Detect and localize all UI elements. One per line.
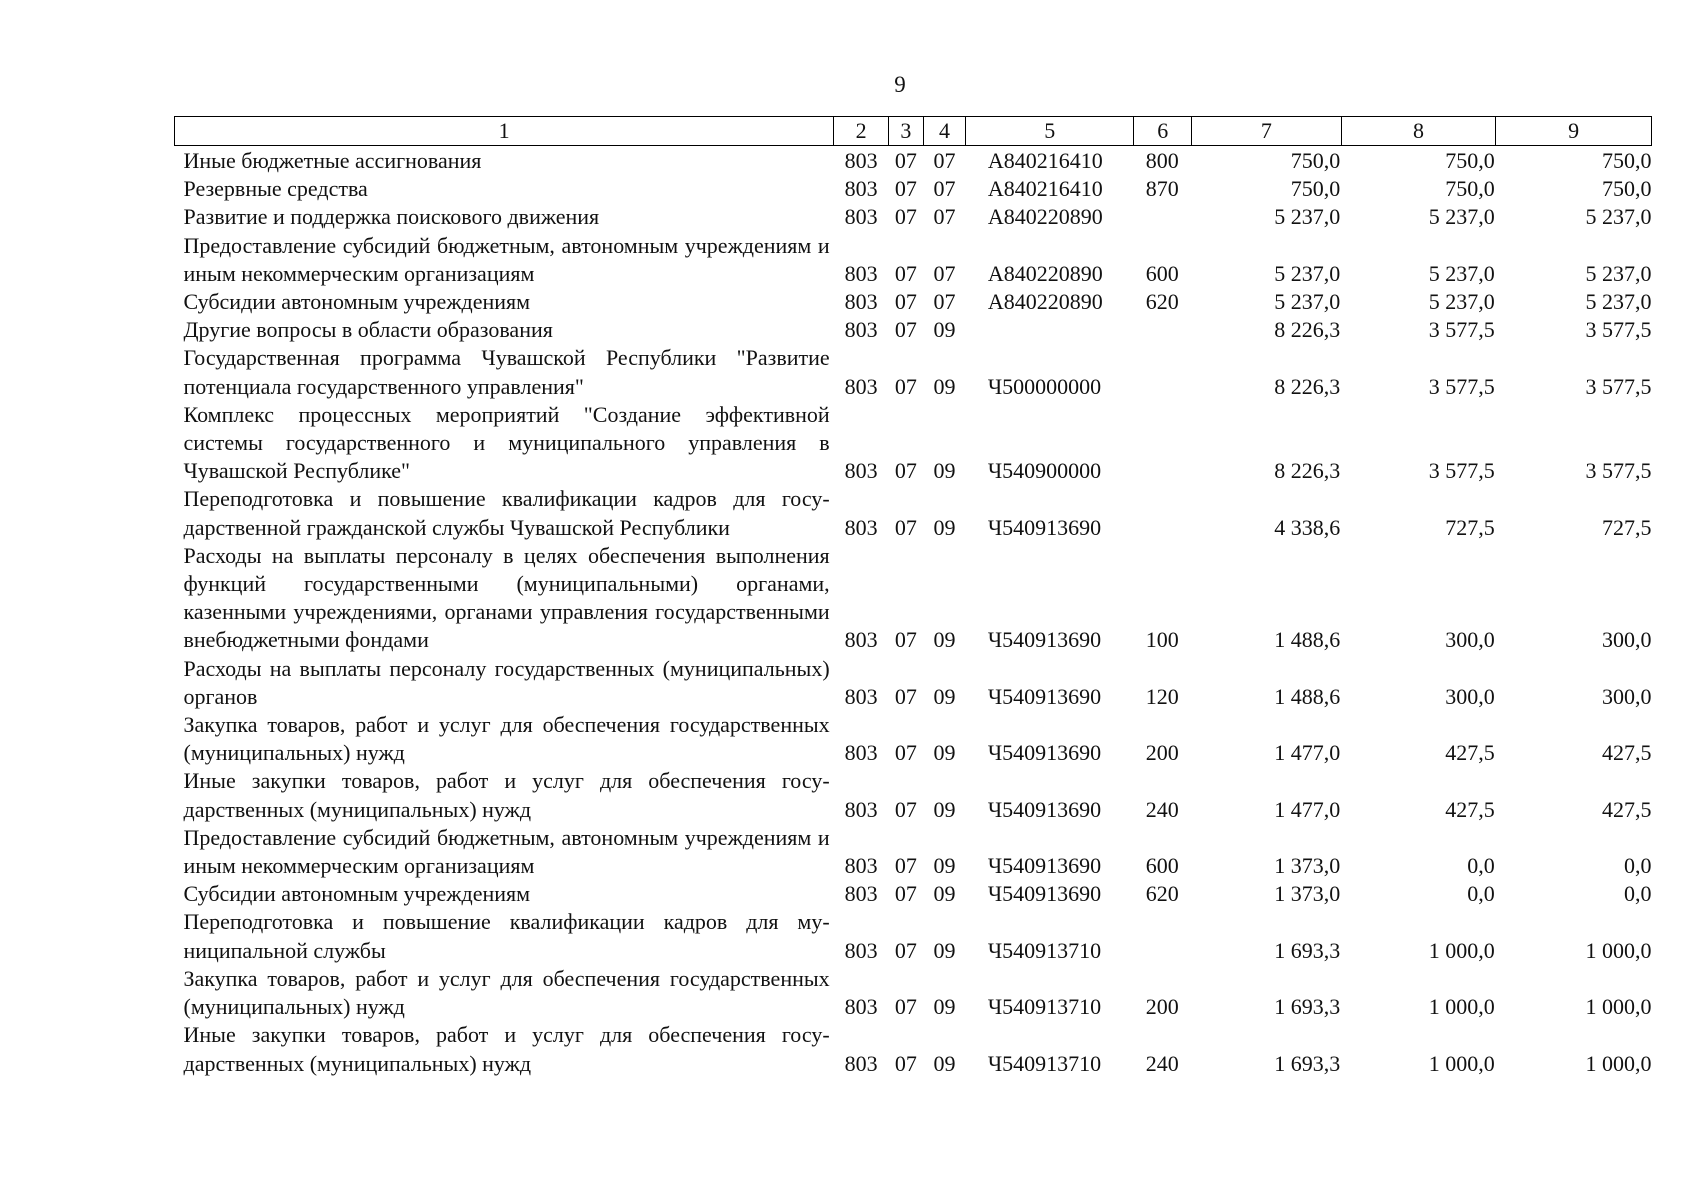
ministry-code: 803 [844,853,878,879]
amount-col-7: 8 226,3 [1274,458,1341,484]
section-code: 07 [894,1050,917,1076]
target-article-code: A840220890 [987,204,1103,230]
amount-col-8: 0,0 [1467,853,1495,879]
target-article-code: Ч540913690 [987,740,1102,766]
target-article-code: A840220890 [987,260,1103,286]
amount-col-7: 4 338,6 [1274,514,1341,540]
column-header: 6 [1134,117,1192,146]
amount-col-7: 5 237,0 [1274,289,1341,315]
section-code: 07 [894,881,917,907]
subsection-code: 09 [933,627,956,653]
table-row [175,711,1652,767]
expense-type-code [1134,203,1192,231]
column-header: 8 [1341,117,1496,146]
row-name: Государственная программа Чувашской Республики "Развитие потенциала государственного управления" [183,345,830,399]
expense-type-code: 120 [1145,683,1179,709]
subsection-code: 07 [933,176,956,202]
table-row [175,485,1652,541]
ministry-code: 803 [844,1050,878,1076]
section-code: 07 [894,937,917,963]
table-row [175,203,1652,231]
expense-type-code [1134,316,1192,344]
ministry-code: 803 [844,176,878,202]
table-row [175,880,1652,908]
expense-type-code: 600 [1145,260,1179,286]
subsection-code: 09 [933,796,956,822]
subsection-code: 09 [933,458,956,484]
section-code: 07 [894,289,917,315]
expense-type-code: 800 [1145,148,1179,173]
amount-col-9: 0,0 [1624,853,1652,879]
ministry-code: 803 [844,796,878,822]
expense-type-code: 600 [1145,853,1179,879]
expense-type-code: 870 [1145,176,1179,202]
section-code: 07 [894,373,917,399]
ministry-code: 803 [844,683,878,709]
target-article-code: Ч540913690 [987,853,1102,879]
expense-type-code [1134,344,1192,400]
row-name: Иные закупки товаров, работ и услуг для обеспечения государственных (муниципальных) нужд [183,1022,830,1076]
amount-col-8: 5 237,0 [1428,260,1495,286]
amount-col-8: 5 237,0 [1428,204,1495,230]
ministry-code: 803 [844,373,878,399]
section-code: 07 [894,204,917,230]
amount-col-7: 1 373,0 [1274,853,1341,879]
ministry-code: 803 [844,317,878,343]
section-code: 07 [894,796,917,822]
row-name: Иные закупки товаров, работ и услуг для обеспечения государственных (муниципальных) нужд [183,768,830,822]
subsection-code: 07 [933,289,956,315]
row-name: Развитие и поддержка поискового движения [183,204,600,230]
expense-type-code: 620 [1145,881,1179,907]
amount-col-7: 750,0 [1290,176,1341,202]
amount-col-9: 0,0 [1624,881,1652,907]
amount-col-9: 427,5 [1602,796,1652,822]
section-code: 07 [894,853,917,879]
column-header: 4 [923,117,966,146]
budget-table [174,116,1652,1078]
amount-col-8: 5 237,0 [1428,289,1495,315]
table-row [175,401,1652,486]
amount-col-8: 750,0 [1445,176,1495,202]
ministry-code: 803 [844,204,878,230]
subsection-code: 07 [933,204,956,230]
ministry-code: 803 [844,458,878,484]
row-name: Закупка товаров, работ и услуг для обеспечения государственных (муниципальных) нужд [183,965,830,1020]
amount-col-7: 8 226,3 [1274,373,1341,399]
row-name: Расходы на выплаты персоналу в целях обеспечения выполнения функций государственными (муниципальными) органами, казенными учреждениями, органами управления государственными внебюджетными фондами [183,542,830,653]
ministry-code: 803 [844,627,878,653]
subsection-code: 09 [933,937,956,963]
subsection-code: 09 [933,994,956,1020]
section-code: 07 [894,260,917,286]
amount-col-8: 3 577,5 [1428,317,1495,343]
amount-col-8: 427,5 [1445,740,1495,766]
expense-type-code: 620 [1145,289,1179,315]
row-name: Закупка товаров, работ и услуг для обеспечения государственных (муниципальных) нужд [183,712,830,766]
target-article-code: Ч500000000 [987,373,1102,399]
expense-type-code [1134,401,1192,486]
target-article-code [966,316,1134,344]
ministry-code: 803 [844,514,878,540]
column-header: 5 [966,117,1134,146]
amount-col-8: 727,5 [1445,514,1495,540]
subsection-code: 07 [933,148,956,173]
row-name: Резервные средства [183,176,368,202]
amount-col-8: 300,0 [1445,683,1495,709]
amount-col-7: 1 488,6 [1274,683,1341,709]
amount-col-9: 5 237,0 [1585,204,1652,230]
ministry-code: 803 [844,881,878,907]
amount-col-9: 300,0 [1602,627,1652,653]
row-name: Переподготовка и повышение квалификации кадров для государственной гражданской службы Чувашской Республики [183,486,830,540]
amount-col-8: 3 577,5 [1428,373,1495,399]
subsection-code: 09 [933,853,956,879]
amount-col-9: 750,0 [1602,176,1652,202]
column-header: 7 [1192,117,1342,146]
amount-col-8: 750,0 [1445,148,1495,173]
amount-col-8: 0,0 [1467,881,1495,907]
section-code: 07 [894,148,917,173]
target-article-code: Ч540900000 [987,458,1102,484]
section-code: 07 [894,627,917,653]
table-row [175,316,1652,344]
target-article-code: Ч540913710 [987,937,1102,963]
amount-col-8: 427,5 [1445,796,1495,822]
target-article-code: Ч540913690 [987,796,1102,822]
row-name: Другие вопросы в области образования [183,317,553,343]
amount-col-8: 1 000,0 [1428,1050,1495,1076]
column-header: 9 [1496,117,1652,146]
amount-col-9: 300,0 [1602,683,1652,709]
row-name: Переподготовка и повышение квалификации кадров для муниципальной службы [183,909,830,963]
row-name: Субсидии автономным учреждениям [183,881,531,907]
subsection-code: 09 [933,683,956,709]
table-row [175,175,1652,203]
table-row [175,655,1652,711]
ministry-code: 803 [844,148,878,173]
amount-col-7: 1 488,6 [1274,627,1341,653]
table-row [175,146,1652,176]
target-article-code: Ч540913690 [987,881,1102,907]
expense-type-code: 240 [1145,796,1179,822]
expense-type-code: 100 [1145,627,1179,653]
target-article-code: Ч540913690 [987,683,1102,709]
amount-col-7: 1 373,0 [1274,881,1341,907]
section-code: 07 [894,683,917,709]
amount-col-9: 3 577,5 [1585,317,1652,343]
section-code: 07 [894,176,917,202]
ministry-code: 803 [844,994,878,1020]
target-article-code: Ч540913690 [987,627,1102,653]
section-code: 07 [894,514,917,540]
expense-type-code: 200 [1145,994,1179,1020]
table-row [175,344,1652,400]
section-code: 07 [894,994,917,1020]
table-row [175,288,1652,316]
amount-col-7: 8 226,3 [1274,317,1341,343]
table-row [175,232,1652,288]
page-number: 9 [894,72,906,97]
target-article-code: A840216410 [987,148,1103,173]
amount-col-9: 1 000,0 [1585,937,1652,963]
amount-col-7: 1 693,3 [1274,1050,1341,1076]
row-name: Комплекс процессных мероприятий "Создание эффективной системы государственного и муниципального управления в Чувашской Республике" [183,401,830,484]
amount-col-9: 1 000,0 [1585,1050,1652,1076]
expense-type-code: 200 [1145,740,1179,766]
subsection-code: 09 [933,373,956,399]
section-code: 07 [894,458,917,484]
ministry-code: 803 [844,740,878,766]
expense-type-code [1134,908,1192,964]
table-row [175,908,1652,964]
subsection-code: 07 [933,260,956,286]
amount-col-9: 3 577,5 [1585,373,1652,399]
row-name: Предоставление субсидий бюджетным, автономным учреждениям и иным некоммерческим организациям [183,232,830,286]
column-header: 1 [175,117,834,146]
amount-col-8: 3 577,5 [1428,458,1495,484]
amount-col-7: 1 693,3 [1274,937,1341,963]
table-row [175,965,1652,1021]
amount-col-9: 5 237,0 [1585,260,1652,286]
target-article-code: Ч540913690 [987,514,1102,540]
amount-col-8: 1 000,0 [1428,994,1495,1020]
table-row [175,824,1652,880]
target-article-code: Ч540913710 [987,994,1102,1020]
table-row [175,542,1652,655]
expense-type-code [1134,485,1192,541]
amount-col-9: 427,5 [1602,740,1652,766]
ministry-code: 803 [844,289,878,315]
subsection-code: 09 [933,740,956,766]
amount-col-8: 300,0 [1445,627,1495,653]
column-number-header [175,117,1652,146]
section-code: 07 [894,740,917,766]
amount-col-9: 750,0 [1602,148,1652,173]
subsection-code: 09 [933,1050,956,1076]
subsection-code: 09 [933,881,956,907]
amount-col-7: 1 693,3 [1274,994,1341,1020]
row-name: Субсидии автономным учреждениям [183,289,531,315]
amount-col-7: 1 477,0 [1274,796,1341,822]
amount-col-7: 1 477,0 [1274,740,1341,766]
target-article-code: Ч540913710 [987,1050,1102,1076]
amount-col-9: 3 577,5 [1585,458,1652,484]
amount-col-8: 1 000,0 [1428,937,1495,963]
target-article-code: A840216410 [987,176,1103,202]
expense-type-code: 240 [1145,1050,1179,1076]
target-article-code: A840220890 [987,289,1103,315]
column-header: 3 [889,117,924,146]
amount-col-7: 5 237,0 [1274,204,1341,230]
subsection-code: 09 [933,317,956,343]
amount-col-9: 5 237,0 [1585,289,1652,315]
amount-col-9: 1 000,0 [1585,994,1652,1020]
row-name: Предоставление субсидий бюджетным, автономным учреждениям и иным некоммерческим организациям [183,824,830,879]
section-code: 07 [894,317,917,343]
amount-col-7: 750,0 [1290,148,1341,173]
row-name: Расходы на выплаты персоналу государственных (муниципальных) органов [183,655,830,709]
column-header: 2 [834,117,889,146]
amount-col-9: 727,5 [1602,514,1652,540]
ministry-code: 803 [844,260,878,286]
table-row [175,1021,1652,1077]
table-row [175,767,1652,823]
table-body [175,146,1652,1078]
row-name: Иные бюджетные ассигнования [183,148,482,173]
subsection-code: 09 [933,514,956,540]
ministry-code: 803 [844,937,878,963]
amount-col-7: 5 237,0 [1274,260,1341,286]
